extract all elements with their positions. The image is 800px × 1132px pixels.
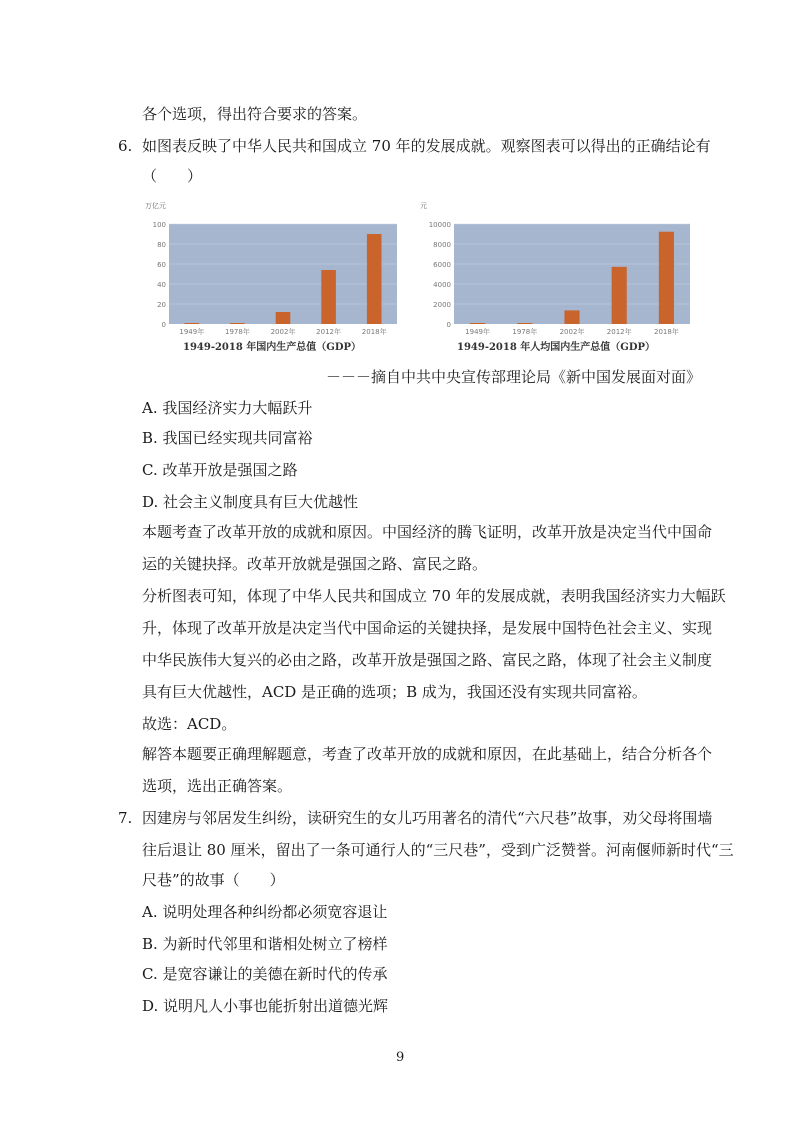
chart-y-tick-label: 40 <box>157 281 166 289</box>
chart-x-tick-label: 2018年 <box>361 328 387 336</box>
question-7-number: 7. <box>118 809 133 827</box>
question-6-analysis-line: 解答本题要正确理解题意，考查了改革开放的成就和原因，在此基础上，结合分析各个 <box>142 745 713 763</box>
question-6-analysis-line: 具有巨大优越性，ACD 是正确的选项；B 成为，我国还没有实现共同富裕。 <box>142 683 647 701</box>
chart-y-tick-label: 6000 <box>433 261 451 269</box>
chart-y-tick-label: 0 <box>446 321 451 329</box>
chart-bar <box>276 312 291 324</box>
chart-x-tick-label: 1949年 <box>179 328 205 336</box>
per-capita-gdp-chart-svg <box>418 196 694 356</box>
chart-y-tick-label: 8000 <box>433 241 451 249</box>
question-6-analysis-line: 分析图表可知，体现了中华人民共和国成立 70 年的发展成就，表明我国经济实力大幅跃 <box>142 587 726 605</box>
chart-bar <box>564 310 579 324</box>
question-6-analysis-line: 中华民族伟大复兴的必由之路，改革开放是强国之路、富民之路，体现了社会主义制度 <box>142 651 713 669</box>
question-6-answer: 故选：ACD。 <box>142 715 237 733</box>
chart-bar <box>367 234 382 324</box>
chart-x-tick-label: 1978年 <box>224 328 250 336</box>
question-6-analysis-line: 本题考查了改革开放的成就和原因。中国经济的腾飞证明，改革开放是决定当代中国命 <box>142 523 713 541</box>
chart-y-tick-label: 0 <box>161 321 166 329</box>
question-7-option-b: B. 为新时代邻里和谐相处树立了榜样 <box>142 935 388 953</box>
chart-y-tick-label: 20 <box>157 301 166 309</box>
chart-y-tick-label: 80 <box>157 241 166 249</box>
question-7-option-c: C. 是宽容谦让的美德在新时代的传承 <box>142 965 388 983</box>
chart-title: 1949-2018 年国内生产总值（GDP） <box>182 342 362 353</box>
question-6-option-c: C. 改革开放是强国之路 <box>142 461 298 479</box>
question-6-analysis-line: 运的关键抉择。改革开放就是强国之路、富民之路。 <box>142 555 488 573</box>
chart-bar <box>470 323 485 324</box>
question-6-analysis-line: 升，体现了改革开放是决定当代中国命运的关键抉择，是发展中国特色社会主义、实现 <box>142 619 713 637</box>
chart-x-tick-label: 2002年 <box>270 328 296 336</box>
gdp-chart-svg <box>143 196 401 356</box>
page-number: 9 <box>396 1050 405 1065</box>
question-7-stem-line: 尺巷”的故事（ ） <box>142 871 285 889</box>
question-6-option-b: B. 我国已经实现共同富裕 <box>142 429 313 447</box>
chart-bar <box>612 267 627 324</box>
chart-x-tick-label: 1949年 <box>465 328 491 336</box>
chart-bar <box>185 323 200 324</box>
chart-bar <box>230 323 245 324</box>
question-7-option-a: A. 说明处理各种纠纷都必须宽容退让 <box>142 903 388 921</box>
chart-x-tick-label: 1978年 <box>512 328 538 336</box>
question-6-option-d: D. 社会主义制度具有巨大优越性 <box>142 493 359 511</box>
chart-x-tick-label: 2012年 <box>606 328 632 336</box>
chart-y-tick-label: 100 <box>152 221 166 229</box>
chart-plot-area <box>454 224 690 324</box>
question-7-stem-line: 往后退让 80 厘米，留出了一条可通行人的“三尺巷”，受到广泛赞誉。河南偃师新时代“三 <box>142 841 734 859</box>
chart-title: 1949-2018 年人均国内生产总值（GDP） <box>456 342 656 353</box>
chart-x-tick-label: 2012年 <box>316 328 342 336</box>
question-7-option-d: D. 说明凡人小事也能折射出道德光辉 <box>142 997 389 1015</box>
chart-x-tick-label: 2002年 <box>559 328 585 336</box>
chart-bar <box>321 270 336 324</box>
chart-bar <box>659 232 674 324</box>
chart-y-tick-label: 10000 <box>428 221 451 229</box>
chart-y-tick-label: 60 <box>157 261 166 269</box>
chart-source-citation: －－－摘自中共中央宣传部理论局《新中国发展面对面》 <box>326 368 702 386</box>
gdp-chart <box>143 196 401 356</box>
question-6-analysis-line: 选项，选出正确答案。 <box>142 777 293 795</box>
question-6-number: 6. <box>118 137 133 155</box>
chart-y-tick-label: 4000 <box>433 281 451 289</box>
intro-line: 各个选项，得出符合要求的答案。 <box>142 105 368 123</box>
question-7-stem-line: 因建房与邻居发生纠纷，读研究生的女儿巧用著名的清代“六尺巷”故事，劝父母将围墙 <box>142 809 713 827</box>
question-6-stem-line1: 如图表反映了中华人民共和国成立 70 年的发展成就。观察图表可以得出的正确结论有 <box>142 137 711 155</box>
chart-bar <box>517 323 532 324</box>
chart-unit-label: 万亿元 <box>145 202 166 210</box>
question-6-stem-line2: （ ） <box>142 167 203 185</box>
chart-plot-area <box>169 224 397 324</box>
chart-y-tick-label: 2000 <box>433 301 451 309</box>
question-6-option-a: A. 我国经济实力大幅跃升 <box>142 399 313 417</box>
per-capita-gdp-chart <box>418 196 694 356</box>
chart-unit-label: 元 <box>420 202 427 210</box>
chart-x-tick-label: 2018年 <box>653 328 679 336</box>
